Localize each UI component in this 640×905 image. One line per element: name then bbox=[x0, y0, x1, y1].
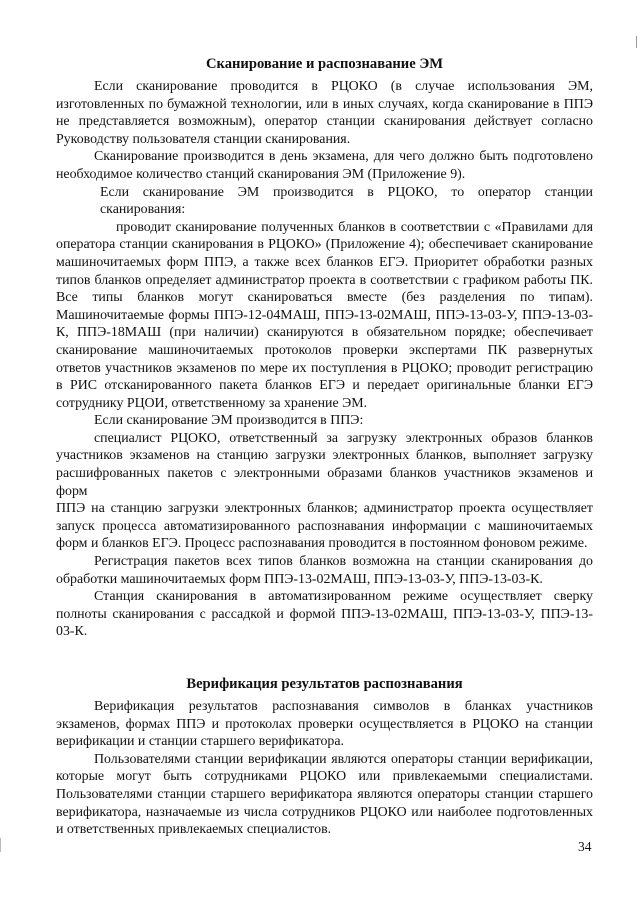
section-heading-scanning: Сканирование и распознавание ЭМ bbox=[205, 56, 444, 72]
paragraph: Станция сканирования в автоматизированном режиме осуществляет сверку полноты сканирования с рассадкой и формой ППЭ-13-02МАШ, ППЭ-13-03-У, ППЭ-13-03-К. bbox=[56, 589, 593, 640]
paragraph: Регистрация пакетов всех типов бланков возможна на станции сканирования до обработки машиночитаемых форм ППЭ-13-02МАШ, ППЭ-13-03-У, ППЭ-13-03-К. bbox=[56, 554, 593, 587]
paragraph: Сканирование производится в день экзамена, для чего должно быть подготовлено необходимое количество станций сканирования ЭМ (Приложение 9). bbox=[56, 149, 593, 182]
page-content bbox=[56, 55, 593, 839]
section-spacer bbox=[56, 641, 593, 675]
paragraph: Если сканирование проводится в РЦОКО (в случае использования ЭМ, изготовленных по бумажной технологии, или в иных случаях, когда сканирование в ППЭ не представляется возможным), оператор станции сканирования действует согласно Руководству пользователя станции сканирования. bbox=[56, 79, 593, 147]
paragraph: Верификация результатов распознавания символов в бланках участников экзаменов, формах ППЭ и протоколах проверки осуществляется в РЦОКО на станции верификации и станции старшего верификатора. bbox=[56, 699, 593, 750]
page-number: 34 bbox=[578, 839, 592, 854]
paragraph: специалист РЦОКО, ответственный за загрузку электронных образов бланков участников экзаменов на станцию загрузки электронных бланков, выполняет загрузку расшифрованных пакетов с электронными образами бланков участников экзаменов и форм bbox=[56, 430, 593, 499]
paragraph: Пользователями станции верификации являются операторы станции верификации, которые могут быть сотрудниками РЦОКО или привлекаемыми специалистами. Пользователями станции старшего верификатора являются операторы станции старшего верификатора, назначаемые из числа сотрудников РЦОКО или наиболее подготовленных и ответственных привлекаемых специалистов. bbox=[56, 751, 593, 838]
scan-edge-mark bbox=[636, 36, 637, 48]
paragraph: ППЭ на станцию загрузки электронных бланков; администратор проекта осуществляет запуск процесса автоматизированного распознавания информации с машиночитаемых форм и бланков ЕГЭ. Процесс распознавания проводится в постоянном фоновом режиме. bbox=[56, 501, 593, 552]
section-heading-verification: Верификация результатов распознавания bbox=[186, 676, 463, 692]
paragraph: Если сканирование ЭМ производится в ППЭ: bbox=[94, 413, 364, 429]
scan-edge-mark-left bbox=[0, 838, 1, 852]
paragraph: проводит сканирование полученных бланков в соответствии с «Правилами для оператора станции сканирования в РЦОКО» (Приложение 4); обеспечивает сканирование машиночитаемых форм ППЭ, а также всех бланков ЕГЭ. Приоритет обработки разных типов бланков определяет администратор проекта в соответствии с графиком работы ПК. Все типы бланков могут сканироваться вместе (без разделения по типам). Машиночитаемые формы ППЭ-12-04МАШ, ППЭ-13-02МАШ, ППЭ-13-03-У, ППЭ-13-03-К, ППЭ-18МАШ (при наличии) сканируются в обязательном порядке; обеспечивает сканирование машиночитаемых протоколов проверки экспертами ПК развернутых ответов участников экзаменов по мере их поступления в РЦОКО; проводит регистрацию в РИС отсканированного пакета бланков ЕГЭ и передает оригинальные бланки ЕГЭ сотруднику РЦОИ, ответственному за хранение ЭМ. bbox=[56, 219, 593, 411]
paragraph: Если сканирование ЭМ производится в РЦОКО, то оператор станции сканирования: bbox=[100, 184, 593, 218]
